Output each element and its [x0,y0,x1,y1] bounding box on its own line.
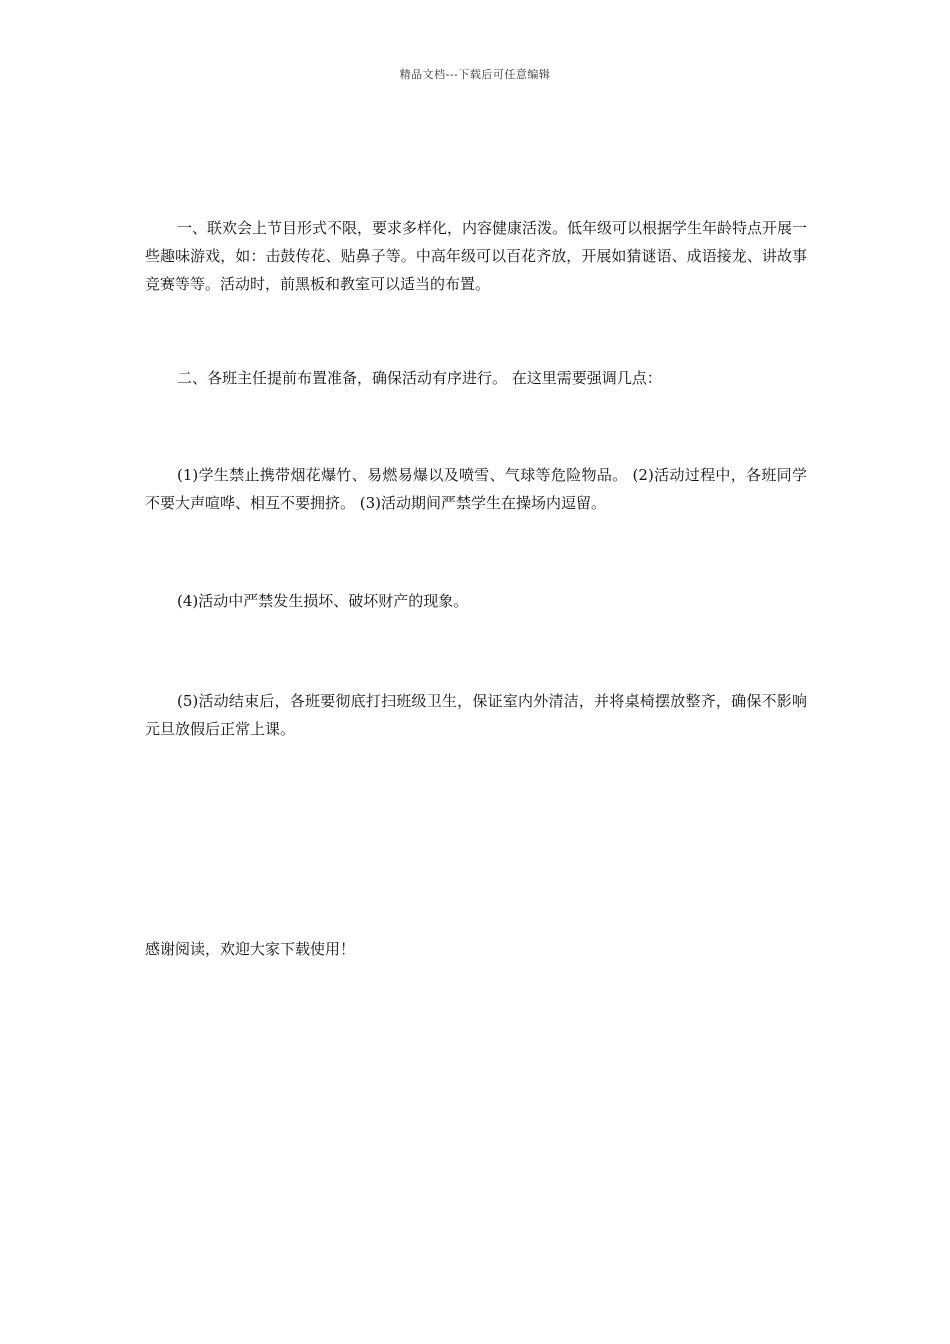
closing-line: 感谢阅读，欢迎大家下载使用！ [145,940,356,958]
paragraph-2: 二、各班主任提前布置准备，确保活动有序进行。 在这里需要强调几点： [177,369,662,387]
paragraph-3: (1)学生禁止携带烟花爆竹、易燃易爆以及喷雪、气球等危险物品。 (2)活动过程中，各班同学不要大声喧哗、相互不要拥挤。 (3)活动期间严禁学生在操场内逗留。 [145,466,807,512]
page-header: 精品文档---下载后可任意编辑 [399,68,551,81]
paragraph-5: (5)活动结束后，各班要彻底打扫班级卫生，保证室内外清洁，并将桌椅摆放整齐，确保不影响元旦放假后正常上课。 [145,692,807,738]
paragraph-1: 一、联欢会上节目形式不限，要求多样化，内容健康活泼。低年级可以根据学生年龄特点开展一些趣味游戏，如：击鼓传花、贴鼻子等。中高年级可以百花齐放，开展如猜谜语、成语接龙、讲故事竞赛等等。活动时，前黑板和教室可以适当的布置。 [145,219,808,293]
paragraph-4: (4)活动中严禁发生损坏、破坏财产的现象。 [177,592,469,610]
